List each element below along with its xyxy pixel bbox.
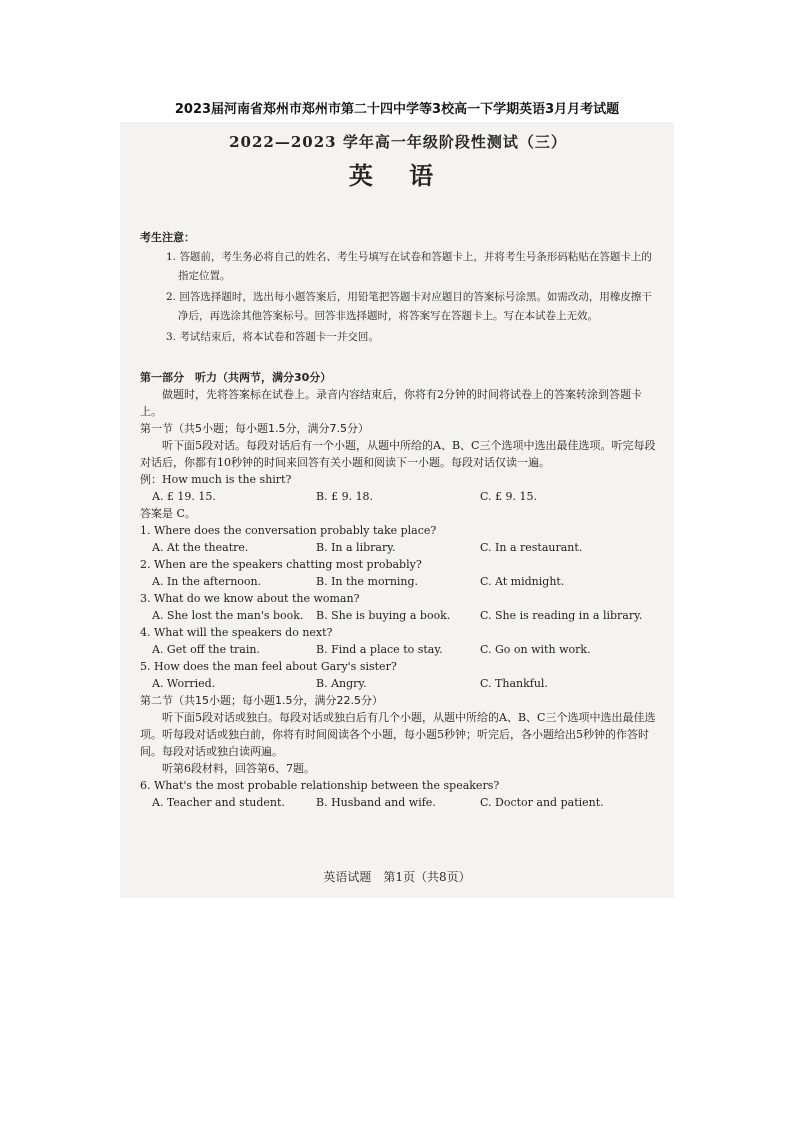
question-6-options [140, 794, 656, 811]
option-c: C. She is reading in a library. [480, 609, 643, 622]
option-c: C. At midnight. [480, 575, 565, 588]
option-c: C. In a restaurant. [480, 541, 583, 554]
option-b: B. In the morning. [316, 575, 419, 588]
option-b: B. Find a place to stay. [316, 643, 443, 656]
option-a: A. Get off the train. [152, 643, 260, 656]
section1-heading: 第一节（共5小题；每小题1.5分，满分7.5分） [140, 422, 369, 435]
exam-page-scan [120, 122, 674, 898]
notice-item: 3. 考试结束后，将本试卷和答题卡一并交回。 [166, 331, 379, 343]
option-a: A. £ 19. 15. [152, 490, 216, 503]
section1-intro: 听下面5段对话。每段对话后有一个小题，从题中所给的A、B、C三个选项中选出最佳选项。听完每段对话后，你都有10秒钟的时间来回答有关小题和阅读下一小题。每段对话仅读一遍。 [140, 439, 656, 469]
notice-heading: 考生注意： [140, 231, 195, 244]
part1-heading: 第一部分 听力（共两节，满分30分） [140, 371, 332, 384]
example-answer: 答案是 C。 [140, 507, 196, 520]
exam-title: 2022—2023 学年高一年级阶段性测试（三） [229, 133, 567, 151]
option-a: A. Teacher and student. [152, 796, 285, 809]
example-question: 例：How much is the shirt? [140, 473, 292, 486]
question-5: 5. How does the man feel about Gary's sister? [140, 660, 397, 673]
option-b: B. In a library. [316, 541, 396, 554]
option-c: C. Thankful. [480, 677, 548, 690]
option-a: A. She lost the man's book. [152, 609, 304, 622]
document-title: 2023届河南省郑州市郑州市第二十四中学等3校高一下学期英语3月月考试题 [174, 102, 620, 117]
question-3: 3. What do we know about the woman? [140, 592, 360, 605]
subject-heading: 英 语 [348, 161, 448, 190]
question-1-options [140, 539, 656, 556]
section2-heading: 第二节（共15小题；每小题1.5分，满分22.5分） [140, 694, 383, 707]
question-4-options [140, 641, 656, 658]
question-2-options [140, 573, 656, 590]
question-1: 1. Where does the conversation probably take place? [140, 524, 437, 537]
option-c: C. Go on with work. [480, 643, 591, 656]
option-b: B. £ 9. 18. [316, 490, 374, 503]
section2-material: 听第6段材料，回答第6、7题。 [162, 762, 315, 775]
question-2: 2. When are the speakers chatting most probably? [140, 558, 422, 571]
example-options [140, 488, 656, 505]
option-b: B. Angry. [316, 677, 367, 690]
option-a: A. In the afternoon. [152, 575, 262, 588]
option-a: A. Worried. [152, 677, 216, 690]
question-5-options [140, 675, 656, 692]
section2-intro: 听下面5段对话或独白。每段对话或独白后有几个小题，从题中所给的A、B、C三个选项中选出最佳选项。听每段对话或独白前，你将有时间阅读各个小题，每小题5秒钟；听完后，各小题给出5秒钟的作答时间。每段对话或独白读两遍。 [140, 711, 656, 758]
question-3-options [140, 607, 656, 624]
question-6: 6. What's the most probable relationship between the speakers? [140, 779, 500, 792]
option-c: C. Doctor and patient. [480, 796, 604, 809]
option-b: B. Husband and wife. [316, 796, 436, 809]
notice-item: 1. 答题前，考生务必将自己的姓名、考生号填写在试卷和答题卡上，并将考生号条形码粘贴在答题卡上的指定位置。 [166, 251, 652, 282]
page-footer: 英语试题 第1页（共8页） [323, 870, 471, 884]
part1-intro: 做题时，先将答案标在试卷上。录音内容结束后，你将有2分钟的时间将试卷上的答案转涂到答题卡上。 [140, 388, 642, 418]
option-b: B. She is buying a book. [316, 609, 451, 622]
option-a: A. At the theatre. [152, 541, 249, 554]
question-4: 4. What will the speakers do next? [140, 626, 333, 639]
option-c: C. £ 9. 15. [480, 490, 537, 503]
notice-item: 2. 回答选择题时，选出每小题答案后，用铅笔把答题卡对应题目的答案标号涂黑。如需改动，用橡皮擦干净后，再选涂其他答案标号。回答非选择题时，将答案写在答题卡上。写在本试卷上无效。 [166, 291, 652, 322]
